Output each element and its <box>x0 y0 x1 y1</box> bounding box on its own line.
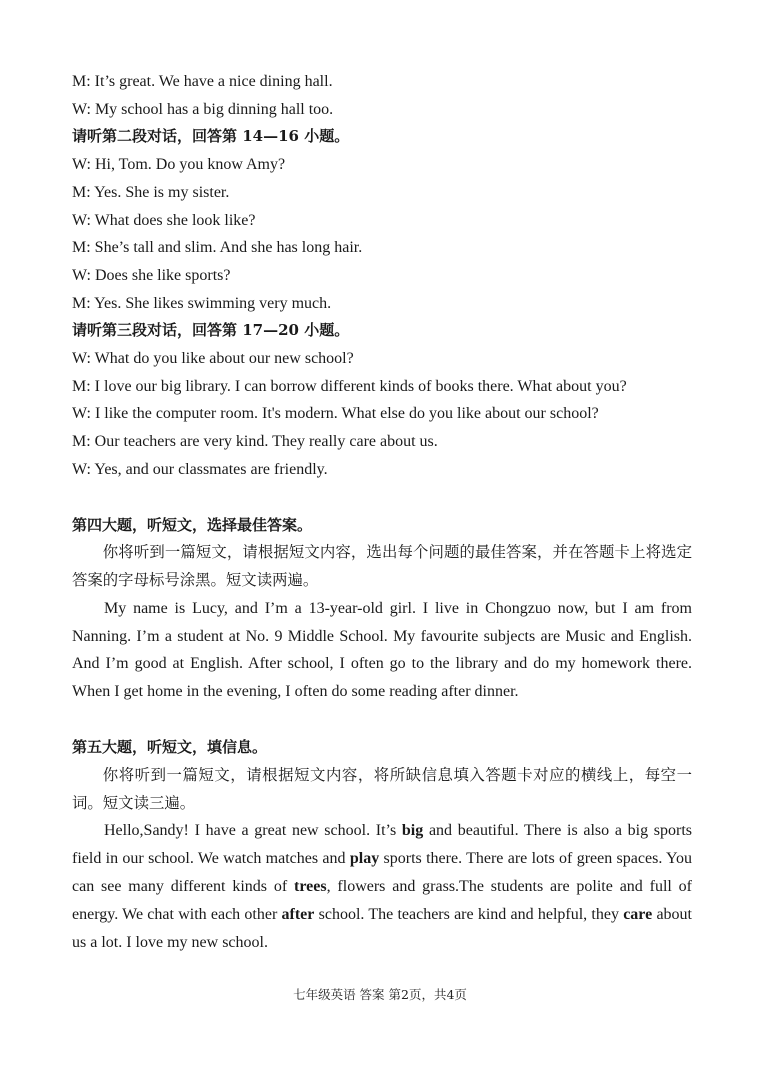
answer-word-care: care <box>623 905 653 923</box>
dialogue-line: M: Yes. She likes swimming very much. <box>72 294 332 312</box>
dialogue-line: M: Yes. She is my sister. <box>72 183 230 201</box>
dialogue-line: W: Yes, and our classmates are friendly. <box>72 460 328 478</box>
passage-text: about us a lot. I love my new school. <box>72 905 692 951</box>
section5-title: 第五大题，听短文，填信息。 <box>72 738 268 757</box>
dialogue-line: M: Our teachers are very kind. They really care about us. <box>72 433 438 451</box>
answer-page-content <box>72 68 692 956</box>
page-footer: 七年级英语 答案 第2页，共4页 <box>293 987 467 1002</box>
passage-text: sports there. There are lots of green spaces. You can see many different kinds of <box>72 850 692 895</box>
dialogue3-heading: 请听第三段对话，回答第 17—20 小题。 <box>72 321 350 340</box>
dialogue-line: W: What do you like about our new school? <box>72 350 354 368</box>
dialogue-line: M: She’s tall and slim. And she has long hair. <box>72 239 363 257</box>
section5-passage <box>72 817 692 956</box>
dialogue-part3 <box>72 345 692 484</box>
section4-instruction: 你将听到一篇短文，请根据短文内容，选出每个问题的最佳答案，并在答题卡上将选定答案的字母标号涂黑。短文读两遍。 <box>72 543 692 590</box>
dialogue-line: W: What does she look like? <box>72 211 256 229</box>
passage-text: Hello,Sandy! I have a great new school. It’s <box>104 822 402 840</box>
dialogue2-heading: 请听第二段对话，回答第 14—16 小题。 <box>72 127 350 146</box>
dialogue-line: M: I love our big library. I can borrow different kinds of books there. What about you? <box>72 377 627 395</box>
dialogue-line: M: It’s great. We have a nice dining hall. <box>72 73 333 90</box>
passage-text: , flowers and grass.The students are polite and full of energy. We chat with each other <box>72 877 693 923</box>
dialogue-line: W: Does she like sports? <box>72 266 231 284</box>
section4-title: 第四大题，听短文，选择最佳答案。 <box>72 515 313 534</box>
answer-word-trees: trees <box>294 877 327 895</box>
dialogue-line: W: My school has a big dinning hall too. <box>72 100 334 118</box>
section4-passage: My name is Lucy, and I’m a 13-year-old girl. I live in Chongzuo now, but I am from Nanning. I’m a student at No. 9 Middle School. My favourite subjects are Music and English. And I’m good at English. After school, I often go to the library and do my homework there. When I get home in the evening, I often do some reading after dinner. <box>72 599 692 701</box>
dialogue-line: W: Hi, Tom. Do you know Amy? <box>72 156 286 174</box>
section5-instruction: 你将听到一篇短文，请根据短文内容，将所缺信息填入答题卡对应的横线上，每空一词。短文读三遍。 <box>72 765 692 812</box>
passage-text: and beautiful. There is also a big sports field in our school. We watch matches and <box>72 822 692 868</box>
answer-word-after: after <box>281 905 315 923</box>
dialogue-part1 <box>72 68 692 123</box>
dialogue-part2 <box>72 151 692 317</box>
dialogue-line: W: I like the computer room. It's modern. What else do you like about our school? <box>72 405 599 423</box>
passage-text: school. The teachers are kind and helpful, they <box>314 905 624 923</box>
answer-word-play: play <box>349 850 380 868</box>
answer-word-big: big <box>401 822 424 840</box>
